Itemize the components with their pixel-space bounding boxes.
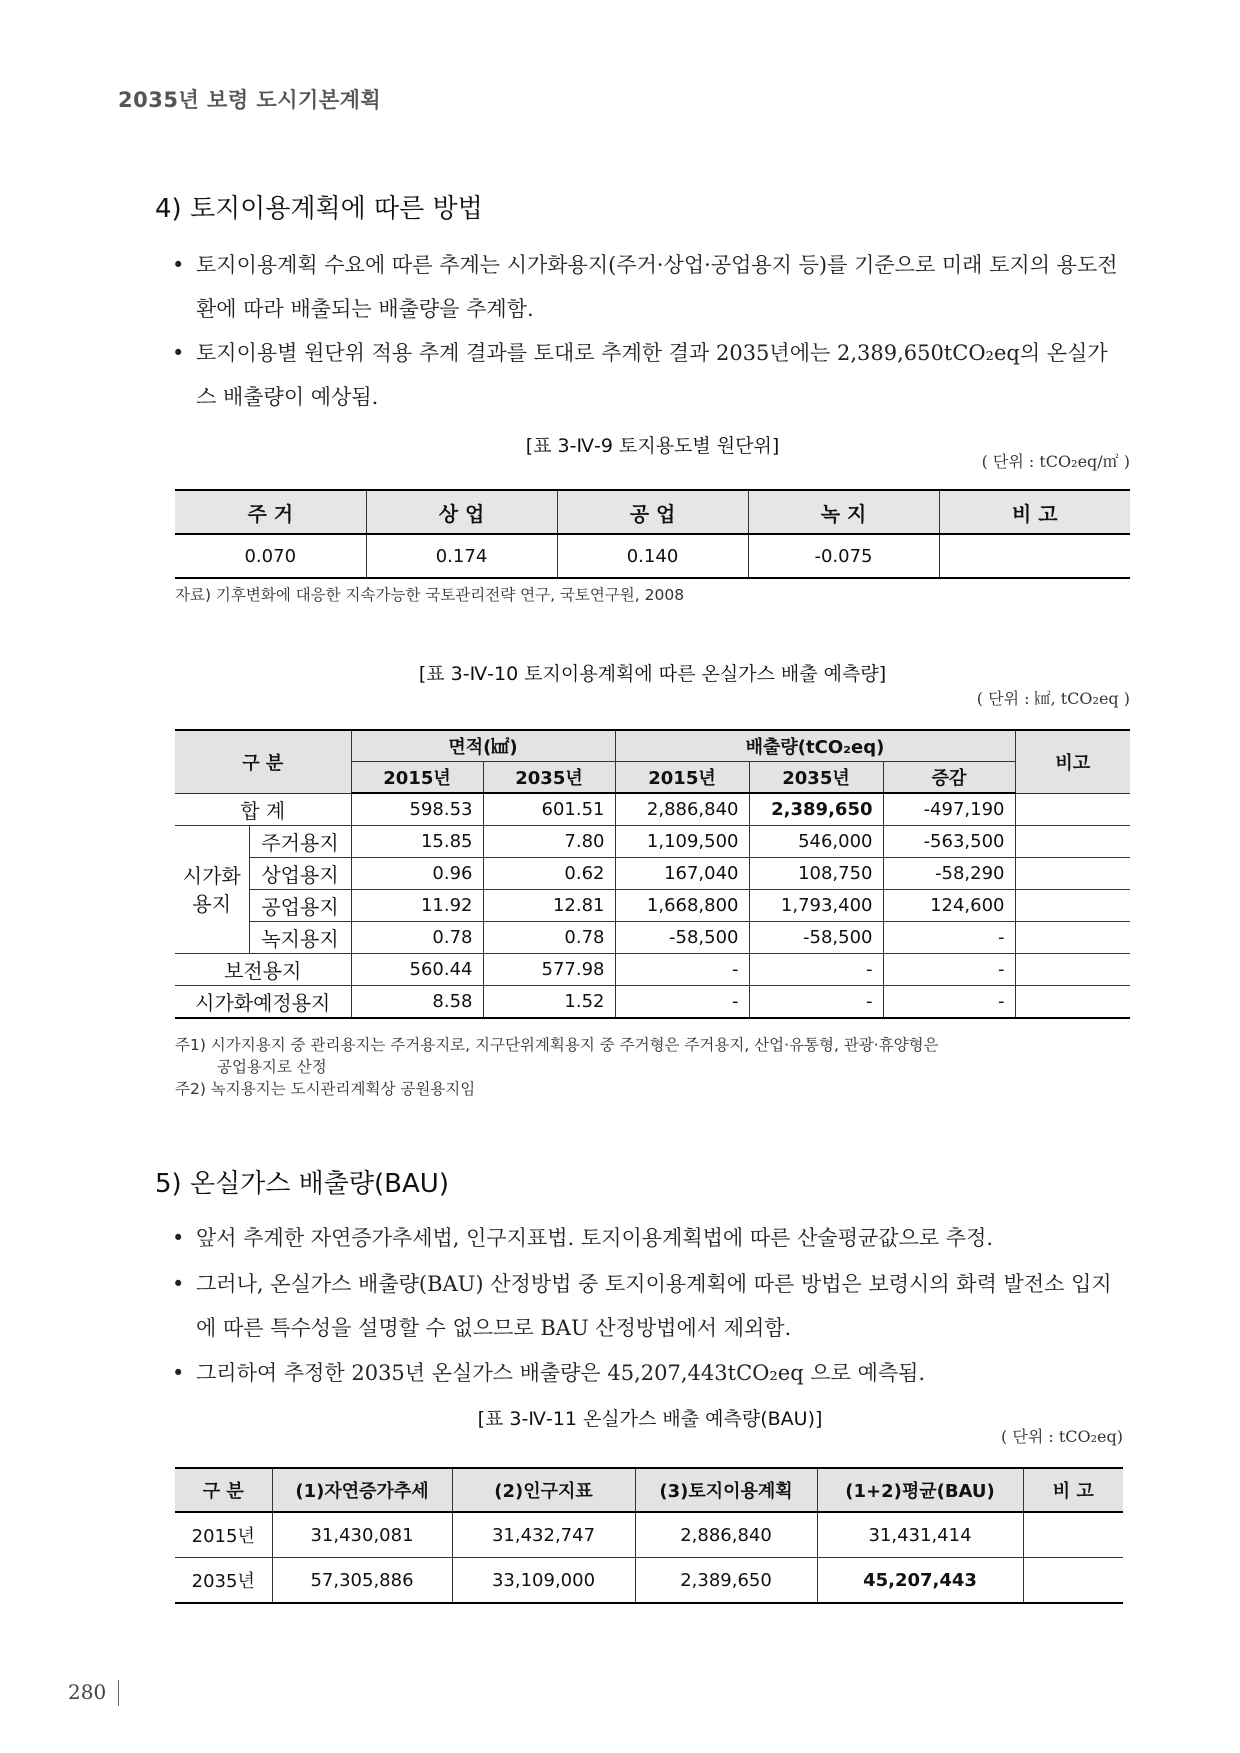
- table-header-cell: 비 고: [939, 490, 1130, 534]
- group-label: 시가화 용지: [175, 826, 249, 954]
- table-cell: 0.78: [483, 922, 615, 954]
- table-cell: 1,793,400: [749, 890, 883, 922]
- table-cell: -497,190: [883, 793, 1015, 826]
- note-1: 주1) 시가지용지 중 관리용지는 주거용지로, 지구단위계획용지 중 주거형은 주거용지, 산업·유통형, 관광·휴양형은: [175, 1036, 939, 1054]
- table-cell: 577.98: [483, 954, 615, 986]
- table-cell: 108,750: [749, 858, 883, 890]
- section-5-bullet-1: • 앞서 추계한 자연증가추세법, 인구지표법. 토지이용계획법에 따른 산술평균값으로 추정.: [172, 1216, 1127, 1260]
- table-header-cell: 2015년: [615, 762, 749, 794]
- bullet-icon: •: [172, 341, 185, 365]
- page-number: 280: [68, 1680, 107, 1704]
- table-header-cell: 2035년: [483, 762, 615, 794]
- section-4-bullet-2: • 토지이용별 원단위 적용 추계 결과를 토대로 추계한 결과 2035년에는 2,389,650tCO₂eq의 온실가스 배출량이 예상됨.: [172, 331, 1127, 419]
- table-header-cell: 녹 지: [748, 490, 939, 534]
- bullet-icon: •: [172, 1226, 185, 1250]
- row-label: 보전용지: [175, 954, 351, 986]
- table-cell: 1,109,500: [615, 826, 749, 858]
- table-cell: 601.51: [483, 793, 615, 826]
- table-cell: 31,430,081: [272, 1512, 452, 1558]
- table-cell: -563,500: [883, 826, 1015, 858]
- table-cell: 0.78: [351, 922, 483, 954]
- table-row: [175, 1512, 1123, 1558]
- table-cell: 0.070: [175, 534, 366, 578]
- table-cell: -: [749, 986, 883, 1019]
- table-cell: 31,431,414: [817, 1512, 1023, 1558]
- table-cell: 1.52: [483, 986, 615, 1019]
- table-cell: -58,500: [615, 922, 749, 954]
- table-cell: 598.53: [351, 793, 483, 826]
- table-header-cell: 면적(㎢): [351, 730, 615, 762]
- table-cell: 8.58: [351, 986, 483, 1019]
- table-cell: [1015, 858, 1130, 890]
- table-header-cell: (1)자연증가추세: [272, 1468, 452, 1512]
- table-header-cell: (1+2)평균(BAU): [817, 1468, 1023, 1512]
- table-cell: [1023, 1512, 1123, 1558]
- section-5-title: 5) 온실가스 배출량(BAU): [155, 1169, 449, 1199]
- bullet-icon: •: [172, 1361, 185, 1385]
- table-cell: [1015, 826, 1130, 858]
- table-cell: -: [883, 986, 1015, 1019]
- table-11-unit: ( 단위 : tCO₂eq): [1001, 1427, 1123, 1446]
- table-11-caption: [표 3-Ⅳ-11 온실가스 배출 예측량(BAU)]: [477, 1408, 823, 1430]
- table-header-cell: (2)인구지표: [452, 1468, 635, 1512]
- table-row: [175, 986, 1130, 1019]
- table-9-source: 자료) 기후변화에 대응한 지속가능한 국토관리전략 연구, 국토연구원, 2008: [175, 586, 685, 604]
- table-cell: 167,040: [615, 858, 749, 890]
- table-9: [175, 489, 1130, 579]
- table-cell: 45,207,443: [817, 1558, 1023, 1604]
- table-cell: 33,109,000: [452, 1558, 635, 1604]
- table-row: [175, 890, 1130, 922]
- table-cell: -: [883, 922, 1015, 954]
- table-cell: [1023, 1558, 1123, 1604]
- row-label: 합 계: [175, 793, 351, 826]
- table-cell: -58,500: [749, 922, 883, 954]
- table-cell: 0.62: [483, 858, 615, 890]
- table-cell: 15.85: [351, 826, 483, 858]
- table-header-cell: 2015년: [351, 762, 483, 794]
- table-cell: [1015, 954, 1130, 986]
- table-cell: 0.96: [351, 858, 483, 890]
- table-header-cell: (3)토지이용계획: [635, 1468, 817, 1512]
- row-label: 녹지용지: [249, 922, 351, 954]
- table-header-cell: 주 거: [175, 490, 366, 534]
- row-label: 공업용지: [249, 890, 351, 922]
- table-row: [175, 793, 1130, 826]
- row-label: 상업용지: [249, 858, 351, 890]
- bullet-icon: •: [172, 253, 185, 277]
- table-11: [175, 1467, 1123, 1604]
- table-row: [175, 922, 1130, 954]
- note-1-cont: 공업용지로 산정: [217, 1058, 327, 1076]
- table-row: [175, 826, 1130, 858]
- table-cell: 57,305,886: [272, 1558, 452, 1604]
- table-row: [175, 1558, 1123, 1604]
- table-row: [175, 534, 1130, 578]
- table-cell: 124,600: [883, 890, 1015, 922]
- running-header: 2035년 보령 도시기본계획: [118, 88, 382, 112]
- table-cell: 12.81: [483, 890, 615, 922]
- table-10-notes: [175, 1034, 1135, 1100]
- table-row: [175, 954, 1130, 986]
- table-header-cell: 2035년: [749, 762, 883, 794]
- table-header-cell: 구 분: [175, 1468, 272, 1512]
- table-cell: -: [615, 954, 749, 986]
- table-header-cell: 구 분: [175, 730, 351, 793]
- table-cell: 2,389,650: [749, 793, 883, 826]
- table-cell: -: [615, 986, 749, 1019]
- table-cell: 560.44: [351, 954, 483, 986]
- section-5-bullet-2: • 그러나, 온실가스 배출량(BAU) 산정방법 중 토지이용계획에 따른 방법은 보령시의 화력 발전소 입지에 따른 특수성을 설명할 수 없으므로 BAU 산정방법에서 제외함.: [172, 1262, 1127, 1350]
- table-cell: 2,886,840: [635, 1512, 817, 1558]
- row-label: 주거용지: [249, 826, 351, 858]
- bullet-icon: •: [172, 1272, 185, 1296]
- table-cell: 2015년: [175, 1512, 272, 1558]
- table-header-cell: 증감: [883, 762, 1015, 794]
- table-header-cell: 비고: [1015, 730, 1130, 793]
- table-cell: 0.140: [557, 534, 748, 578]
- table-cell: -58,290: [883, 858, 1015, 890]
- table-9-caption: [표 3-Ⅳ-9 토지용도별 원단위]: [525, 435, 780, 457]
- section-5-bullet-3: • 그리하여 추정한 2035년 온실가스 배출량은 45,207,443tCO₂eq 으로 예측됨.: [172, 1351, 1127, 1395]
- table-cell: 31,432,747: [452, 1512, 635, 1558]
- table-header-cell: 비 고: [1023, 1468, 1123, 1512]
- table-cell: [1015, 922, 1130, 954]
- table-header-cell: 배출량(tCO₂eq): [615, 730, 1015, 762]
- table-cell: 11.92: [351, 890, 483, 922]
- table-cell: 2,389,650: [635, 1558, 817, 1604]
- table-cell: 0.174: [366, 534, 557, 578]
- table-header-cell: 공 업: [557, 490, 748, 534]
- section-4-title: 4) 토지이용계획에 따른 방법: [155, 194, 483, 224]
- table-row: [175, 858, 1130, 890]
- table-cell: -0.075: [748, 534, 939, 578]
- table-cell: -: [749, 954, 883, 986]
- table-10: [175, 729, 1130, 1019]
- row-label: 시가화예정용지: [175, 986, 351, 1019]
- table-cell: 546,000: [749, 826, 883, 858]
- table-cell: 1,668,800: [615, 890, 749, 922]
- note-2: 주2) 녹지용지는 도시관리계획상 공원용지임: [175, 1080, 476, 1098]
- table-cell: [939, 534, 1130, 578]
- table-cell: -: [883, 954, 1015, 986]
- table-cell: [1015, 793, 1130, 826]
- table-cell: [1015, 986, 1130, 1019]
- section-4-bullet-1: • 토지이용계획 수요에 따른 추계는 시가화용지(주거·상업·공업용지 등)를 기준으로 미래 토지의 용도전환에 따라 배출되는 배출량을 추계함.: [172, 243, 1127, 331]
- table-cell: 7.80: [483, 826, 615, 858]
- table-cell: [1015, 890, 1130, 922]
- table-cell: 2035년: [175, 1558, 272, 1604]
- page-number-divider: [118, 1680, 119, 1706]
- table-10-unit: ( 단위 : ㎢, tCO₂eq ): [976, 689, 1130, 708]
- table-10-caption: [표 3-Ⅳ-10 토지이용계획에 따른 온실가스 배출 예측량]: [418, 663, 887, 685]
- table-cell: 2,886,840: [615, 793, 749, 826]
- table-9-unit: ( 단위 : tCO₂eq/㎡ ): [981, 452, 1130, 471]
- table-header-cell: 상 업: [366, 490, 557, 534]
